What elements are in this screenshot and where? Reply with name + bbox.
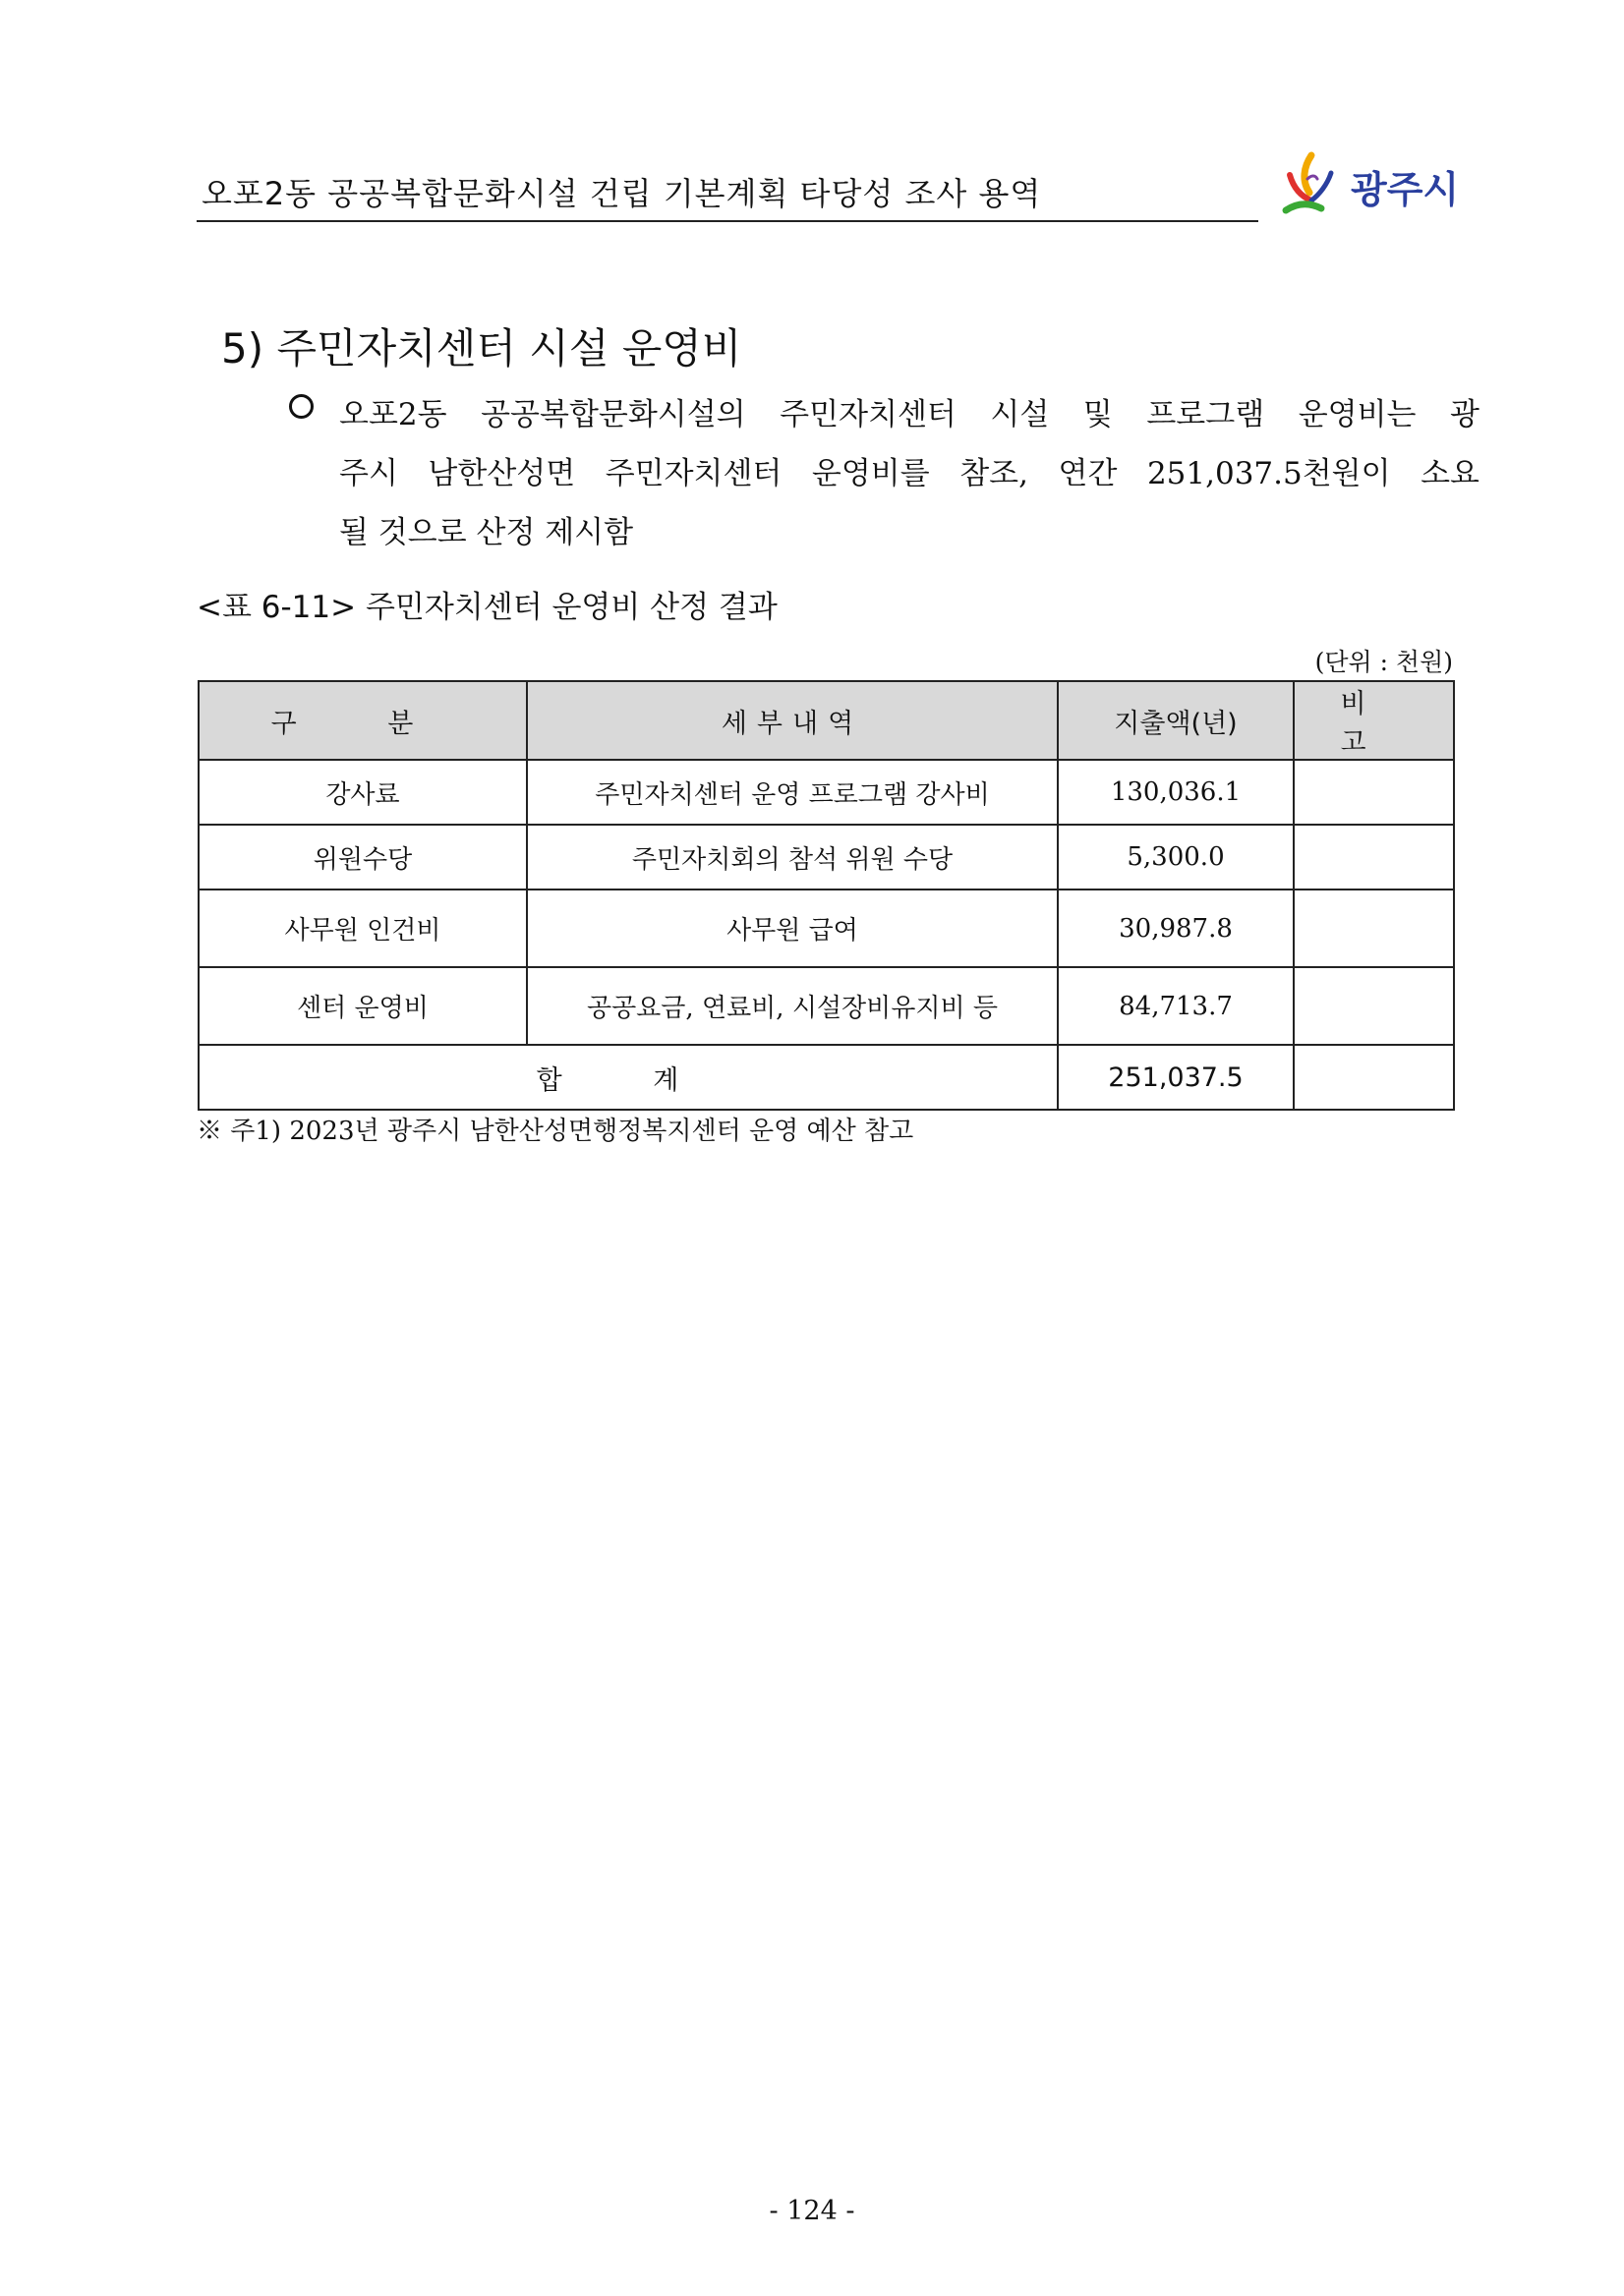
header-divider — [197, 220, 1258, 222]
total-note — [1294, 1045, 1454, 1110]
total-label: 합 계 — [199, 1045, 1058, 1110]
header-amount: 지출액(년) — [1058, 681, 1294, 760]
table-footnote: ※ 주1) 2023년 광주시 남한산성면행정복지센터 운영 예산 참고 — [197, 1117, 914, 1146]
paragraph-line-2: 주시 남한산성면 주민자치센터 운영비를 참조, 연간 251,037.5천원이 소요 — [339, 456, 1479, 491]
city-logo — [1276, 149, 1473, 220]
row-detail: 주민자치회의 참석 위원 수당 — [527, 825, 1058, 890]
row-amount: 84,713.7 — [1058, 967, 1294, 1045]
row-category: 강사료 — [199, 760, 527, 825]
table-row — [199, 967, 1454, 1045]
header-detail: 세부내역 — [527, 681, 1058, 760]
row-note — [1294, 967, 1454, 1045]
table-row — [199, 890, 1454, 967]
row-note — [1294, 825, 1454, 890]
row-category: 센터 운영비 — [199, 967, 527, 1045]
total-amount: 251,037.5 — [1058, 1045, 1294, 1110]
page-number: - 124 - — [769, 2196, 855, 2226]
table-header-row — [199, 681, 1454, 760]
table-row — [199, 825, 1454, 890]
city-emblem-icon — [1276, 149, 1347, 220]
header-note: 비 고 — [1294, 681, 1454, 760]
table-total-row — [199, 1045, 1454, 1110]
row-note — [1294, 760, 1454, 825]
table-unit-label: (단위 : 천원) — [1314, 648, 1453, 676]
row-detail: 주민자치센터 운영 프로그램 강사비 — [527, 760, 1058, 825]
row-amount: 5,300.0 — [1058, 825, 1294, 890]
row-detail: 사무원 급여 — [527, 890, 1058, 967]
row-amount: 130,036.1 — [1058, 760, 1294, 825]
row-amount: 30,987.8 — [1058, 890, 1294, 967]
paragraph-line-1: 오포2동 공공복합문화시설의 주민자치센터 시설 및 프로그램 운영비는 광 — [339, 397, 1479, 432]
paragraph-line-3: 될 것으로 산정 제시함 — [339, 515, 634, 550]
header-category: 구 분 — [199, 681, 527, 760]
row-category: 위원수당 — [199, 825, 527, 890]
section-heading: 5) 주민자치센터 시설 운영비 — [221, 324, 742, 373]
operating-cost-table — [198, 680, 1455, 1111]
row-note — [1294, 890, 1454, 967]
row-category: 사무원 인건비 — [199, 890, 527, 967]
bullet-circle-icon — [289, 394, 314, 419]
document-header-title: 오포2동 공공복합문화시설 건립 기본계획 타당성 조사 용역 — [202, 175, 1042, 212]
table-row — [199, 760, 1454, 825]
row-detail: 공공요금, 연료비, 시설장비유지비 등 — [527, 967, 1058, 1045]
table-caption: <표 6-11> 주민자치센터 운영비 산정 결과 — [197, 590, 778, 625]
logo-text: 광주시 — [1351, 168, 1460, 211]
